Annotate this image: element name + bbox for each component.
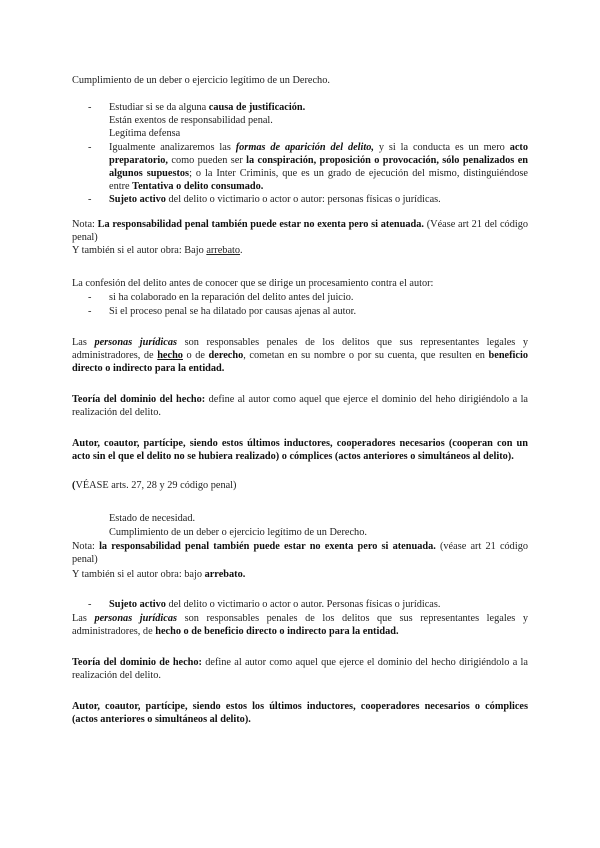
teoria-dominio-1: Teoría del dominio del hecho: define al autor como aquel que ejerce el dominio del heho dirigiéndolo a la realización del delito. [72,394,528,418]
bullet-line: Legítima defensa [109,128,181,139]
bullet-dash: - [88,194,92,205]
bullet-line: Estudiar si se da alguna causa de justificación. [109,102,306,113]
bullet-dash: - [88,306,92,317]
bullet-dash: - [88,599,92,610]
list-item: - Si el proceso penal se ha dilatado por causas ajenas al autor. [88,306,357,317]
personas-juridicas-2: Las personas jurídicas son responsables penales de los delitos que sus representantes legales y administradores, de hecho o de beneficio directo o indirecto para la entidad. [72,613,528,637]
personas-juridicas-1: Las personas jurídicas son responsables penales de los delitos que sus representantes legales y administradores, de hecho o de derecho, cometan en su nombre o por su cuenta, que resulten en beneficio directo o indirecto para la entidad. [72,337,528,374]
bullet-dash: - [88,142,92,153]
bullet-sujeto-activo-2 [88,598,528,611]
autor-coautor-1: Autor, coautor, partícipe, siendo estos últimos inductores, cooperadores necesarios (cooperan con un acto sin el que el delito no se hubiera realizado) o cómplices (actos anteriores o simultáneos al delito). [72,438,528,462]
bullet-text: Igualmente analizaremos las formas de aparición del delito, y si la conducta es un mero acto preparatorio, como pueden ser la conspiración, proposición o provocación, sólo penalizados en algunos supuestos; o la Inter Criminis, que es un grado de ejecución del mismo, distinguiéndose entre Tentativa o delito consumado. [109,142,528,192]
arrebato-line-1: Y también si el autor obra: Bajo arrebato. [72,245,243,256]
bullet-dash: - [88,292,92,303]
teoria-dominio-2: Teoría del dominio de hecho: define al autor como aquel que ejerce el dominio del hecho dirigiéndolo a la realización del delito. [72,657,528,681]
cumplimiento-deber: Cumplimiento de un deber o ejercicio legítimo de un Derecho. [109,527,367,538]
bullet-sujeto-activo [88,193,528,206]
arrebato-line-2: Y también si el autor obra: bajo arrebato. [72,569,246,580]
bullet-formas-aparicion [88,141,528,193]
list-item: - si ha colaborado en la reparación del delito antes del juicio. [88,292,354,303]
nota-1: Nota: La responsabilidad penal también puede estar no exenta pero si atenuada. (Véase art 21 del código penal) [72,219,529,243]
confesion-heading: La confesión del delito antes de conocer que se dirige un procesamiento contra el autor: [72,278,434,289]
bullet-dash: - [88,102,92,113]
bullet-line: Están exentos de responsabilidad penal. [109,115,273,126]
vease-arts: (VÉASE arts. 27, 28 y 29 código penal) [72,480,237,491]
intro-line: Cumplimiento de un deber o ejercicio legítimo de un Derecho. [72,75,330,86]
bullet-text: Sujeto activo del delito o victimario o actor o autor: personas físicas o jurídicas. [109,194,441,205]
nota-2: Nota: la responsabilidad penal también puede estar no exenta pero si atenuada. (véase art 21 código penal) [72,541,528,565]
bullet-causa-justificacion [88,101,528,140]
bullet-text: Sujeto activo del delito o victimario o actor o autor. Personas físicas o jurídicas. [109,599,441,610]
estado-necesidad: Estado de necesidad. [109,513,196,524]
autor-coautor-2: Autor, coautor, partícipe, siendo estos los últimos inductores, cooperadores necesarios o cómplices (actos anteriores o simultáneos al delito). [72,701,528,725]
